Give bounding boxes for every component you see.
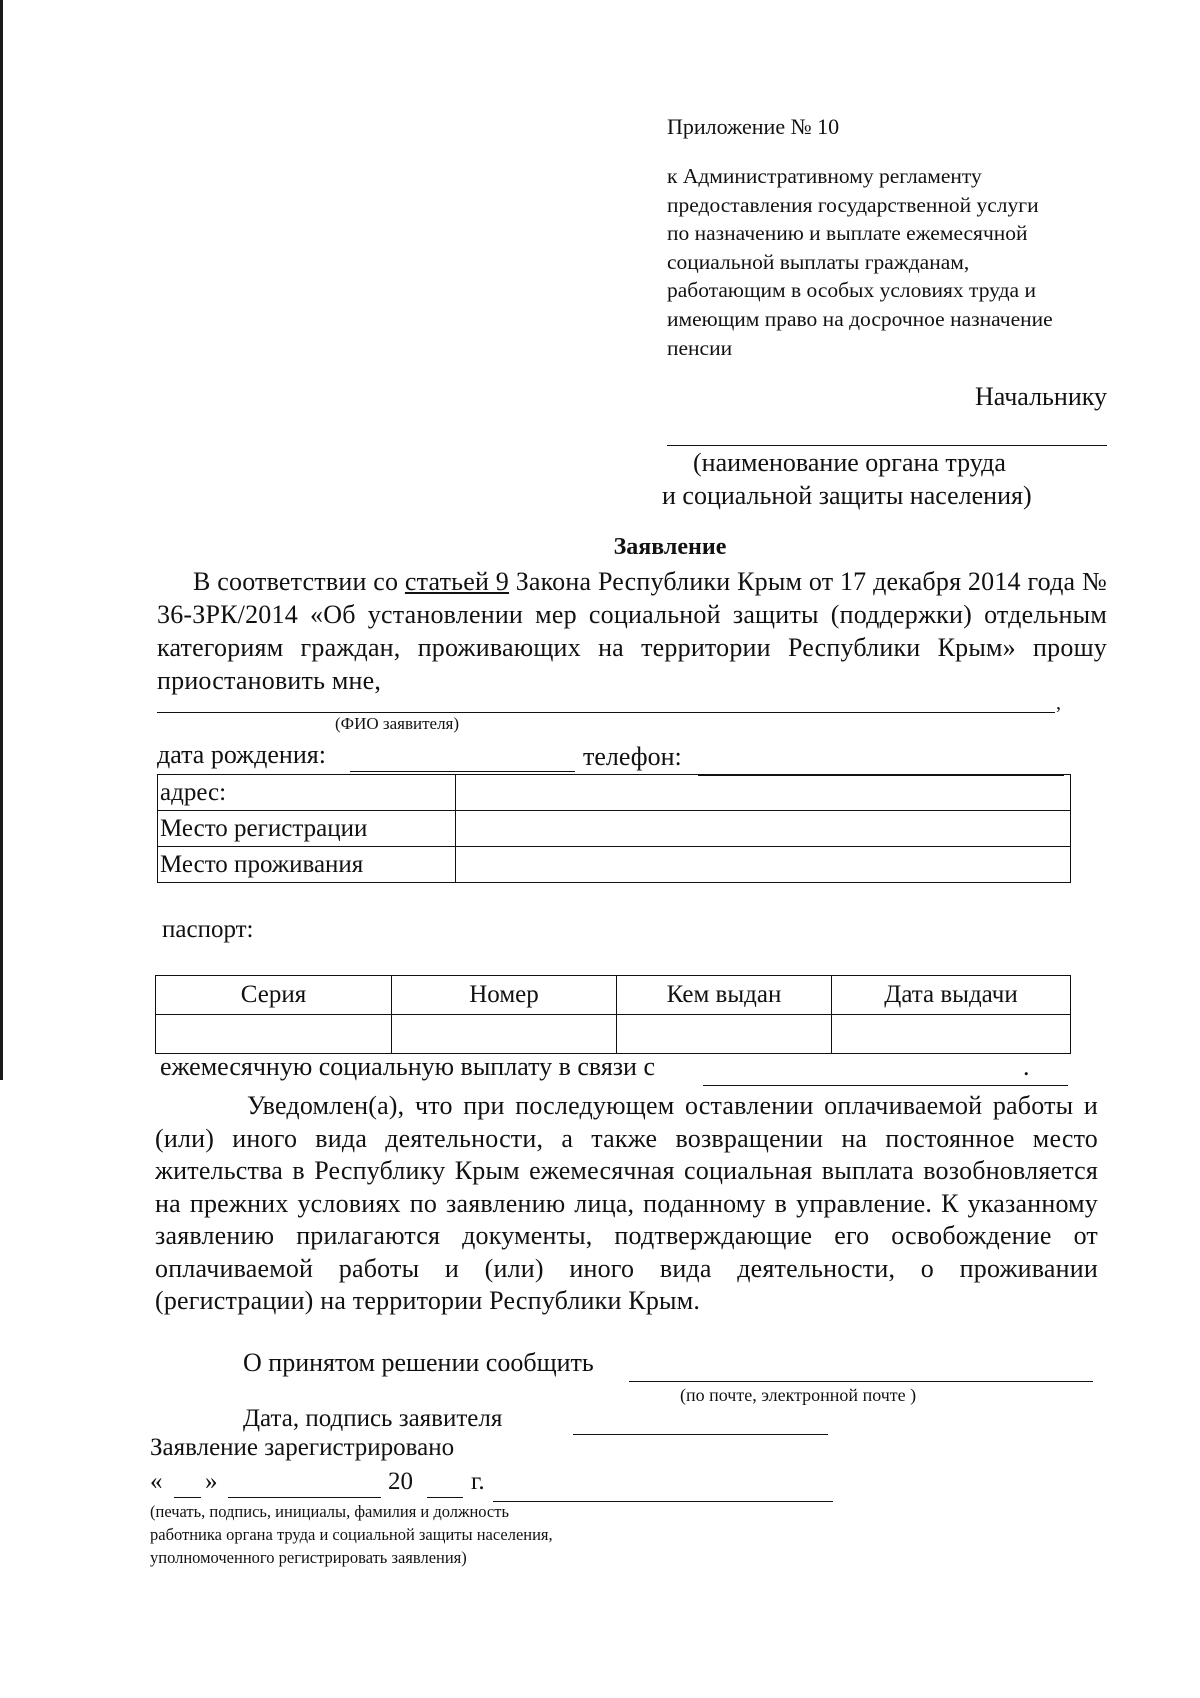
appendix-number: Приложение № 10 — [667, 114, 840, 139]
passport-series-field[interactable] — [156, 1015, 392, 1054]
addressee-chief: Начальнику — [974, 382, 1107, 411]
intro-paragraph — [157, 565, 1107, 697]
decision-method-field[interactable] — [629, 1381, 1093, 1382]
phone-label: телефон: — [583, 742, 682, 771]
appendix-line: имеющим право на досрочное назначение — [667, 306, 1053, 331]
organ-caption — [662, 446, 1032, 512]
table-row — [156, 1015, 1071, 1054]
table-row — [158, 811, 1071, 847]
birth-date-label: дата рождения: — [157, 740, 326, 769]
passport-number-field[interactable] — [392, 1015, 617, 1054]
reason-fill-line[interactable] — [703, 1085, 1068, 1086]
fio-fill-line[interactable] — [157, 712, 1055, 713]
passport-table — [155, 975, 1071, 1054]
birth-date-field[interactable] — [350, 771, 575, 772]
monthly-payment-text — [160, 1052, 1100, 1082]
registration-place-label: Место регистрации — [158, 811, 456, 847]
intro-text: В соответствии со — [193, 567, 405, 596]
reg-year-prefix: 20 — [388, 1468, 413, 1495]
reg-month-field[interactable] — [228, 1497, 381, 1498]
residence-place-field[interactable] — [456, 847, 1071, 883]
organ-caption-line: и социальной защиты населения) — [662, 481, 1032, 510]
notice-text: Уведомлен(а), что при последующем оставлении оплачиваемой работы и (или) иного вида деятельности, а также возвращении на постоянное место жительства в Республику Крым ежемесячная социальная выплата возобновляется на прежних условиях по заявлению лица, поданному в управление. К указанному заявлению прилагаются документы, подтверждающие его освобождение от оплачиваемой работы и (или) иного вида деятельности, о проживании (регистрации) на территории Республики Крым. — [155, 1091, 1098, 1315]
registered-label: Заявление зарегистрировано — [150, 1434, 455, 1461]
decision-label: О принятом решении сообщить — [243, 1348, 594, 1377]
table-row — [158, 847, 1071, 883]
table-row — [158, 775, 1071, 811]
decision-caption: (по почте, электронной почте ) — [680, 1385, 917, 1405]
document-title: Заявление — [613, 534, 727, 560]
reg-year-suffix: г. — [471, 1468, 485, 1495]
address-label: адрес: — [158, 775, 456, 811]
registration-caption-line: уполномоченного регистрировать заявления) — [150, 1548, 467, 1567]
registration-caption — [150, 1500, 553, 1569]
appendix-reference — [667, 162, 1127, 362]
fio-comma: , — [1056, 692, 1061, 714]
address-table — [157, 774, 1071, 883]
date-signature-label: Дата, подпись заявителя — [243, 1405, 503, 1432]
passport-issuer-field[interactable] — [617, 1015, 832, 1054]
intro-text: Закона Республики Крым от 17 декабря 2014 года № 36-ЗРК/2014 «Об установлении мер социальной защиты (поддержки) отдельным категориям граждан, проживающих на территории Республики Крым» прошу приостановить мне, — [157, 567, 1107, 695]
passport-issuer-header: Кем выдан — [617, 976, 832, 1015]
monthly-payment-label: ежемесячную социальную выплату в связи с — [160, 1052, 656, 1081]
passport-issue-date-field[interactable] — [832, 1015, 1071, 1054]
appendix-line: работающим в особых условиях труда и — [667, 278, 1036, 303]
reg-quote-open: « — [150, 1468, 163, 1495]
registration-caption-line: (печать, подпись, инициалы, фамилия и должность — [150, 1502, 509, 1521]
organ-caption-line: (наименование органа труда — [693, 448, 1006, 477]
passport-series-header: Серия — [156, 976, 392, 1015]
reg-quote-close: » — [205, 1468, 218, 1495]
residence-place-label: Место проживания — [158, 847, 456, 883]
table-header-row — [156, 976, 1071, 1015]
appendix-line: к Административному регламенту — [667, 164, 982, 188]
notice-paragraph — [155, 1090, 1098, 1318]
appendix-line: по назначению и выплате ежемесячной — [667, 221, 1028, 246]
appendix-line: социальной выплаты гражданам, — [667, 249, 970, 274]
registration-place-field[interactable] — [456, 811, 1071, 847]
passport-number-header: Номер — [392, 976, 617, 1015]
fio-caption: (ФИО заявителя) — [335, 714, 460, 733]
reg-year-field[interactable] — [427, 1497, 463, 1498]
address-field[interactable] — [456, 775, 1071, 811]
passport-issue-date-header: Дата выдачи — [832, 976, 1071, 1015]
registration-caption-line: работника органа труда и социальной защиты населения, — [150, 1525, 553, 1544]
passport-label: паспорт: — [162, 916, 254, 943]
monthly-payment-period: . — [1023, 1052, 1030, 1081]
appendix-line: предоставления государственной услуги — [667, 192, 1039, 217]
reg-day-field[interactable] — [174, 1497, 201, 1498]
appendix-line: пенсии — [667, 335, 733, 360]
article-link[interactable]: статьей 9 — [404, 567, 509, 596]
date-signature-field[interactable] — [573, 1434, 828, 1435]
